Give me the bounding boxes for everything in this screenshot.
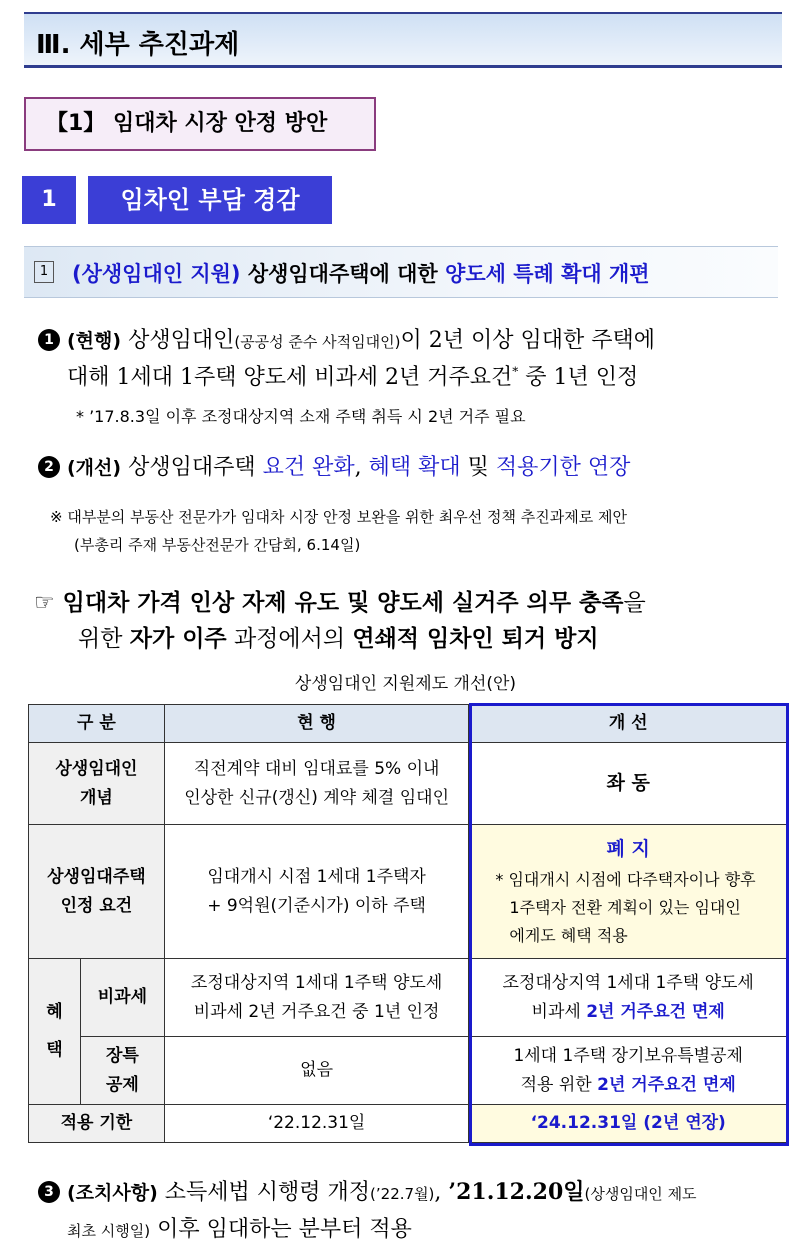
row4-current: 없음 — [164, 1037, 469, 1105]
section-header — [24, 12, 782, 68]
row4-new — [469, 1037, 788, 1105]
task-number: 1 — [22, 176, 76, 224]
row3-new-b2: 2년 거주요건 면제 — [586, 1001, 725, 1022]
point-line1 — [34, 584, 646, 617]
row5-new-b: (2년 연장) — [637, 1113, 726, 1134]
item1-line2 — [67, 360, 638, 391]
row2-label-b: 인정 요건 — [60, 895, 133, 916]
item2-sep2: 및 — [460, 455, 496, 480]
task-title: 임차인 부담 경감 — [88, 176, 332, 224]
item2-line1 — [38, 450, 630, 481]
item1-text1b: 이 2년 이상 임대한 주택에 — [400, 328, 655, 353]
table-caption: 상생임대인 지원제도 개선(안) — [294, 674, 517, 694]
topic-marker: 1 — [34, 261, 54, 283]
row5-new — [469, 1105, 788, 1143]
item2-note2: (부총리 주재 부동산전문가 간담회, 6.14일) — [74, 536, 361, 554]
row2-label — [29, 825, 165, 959]
table-row — [29, 743, 788, 825]
benefit-label — [29, 959, 81, 1105]
row2-current — [164, 825, 469, 959]
row1-label — [29, 743, 165, 825]
topic-body: 상생임대주택에 대한 — [240, 262, 446, 286]
point-line2 — [78, 620, 599, 653]
item3-line2-small: 최초 시행일) — [67, 1222, 151, 1240]
item3-bullet: 3 — [38, 1181, 60, 1203]
item1-line2-text: 대해 1세대 1주택 양도세 비과세 2년 거주요건 — [67, 365, 513, 390]
row4-new-b1: 적용 위한 — [520, 1074, 598, 1095]
row1-label-a: 상생임대인 — [55, 758, 138, 779]
topic-bar — [24, 246, 778, 298]
item1-line2-end: 중 1년 인정 — [518, 365, 639, 390]
table-row — [29, 1105, 788, 1143]
row2-current-a: 임대개시 시점 1세대 1주택자 — [207, 866, 426, 887]
item2-hl1: 요건 완화 — [262, 455, 355, 480]
row5-current: ‘22.12.31일 — [164, 1105, 469, 1143]
item2-sep1: , — [354, 455, 369, 480]
point-line2-c: 과정에서의 — [226, 626, 353, 652]
row5-new-a: ‘24.12.31일 — [530, 1113, 638, 1134]
row3-label: 비과세 — [80, 959, 164, 1037]
item2-bullet: 2 — [38, 456, 60, 478]
row2-new — [469, 825, 788, 959]
item1-note: * ’17.8.3일 이후 조정대상지역 소재 주택 취득 시 2년 거주 필요 — [76, 407, 526, 426]
row1-label-b: 개념 — [79, 787, 113, 808]
point-line2-d: 연쇄적 임차인 퇴거 방지 — [352, 625, 599, 652]
item3-line2 — [67, 1212, 412, 1243]
sub-section-title: 【1】 임대차 시장 안정 방안 — [24, 97, 376, 151]
item3-line2-text: 이후 임대하는 분부터 적용 — [150, 1217, 412, 1242]
table-row — [29, 1037, 788, 1105]
row2-new-note-c: 에게도 혜택 적용 — [509, 926, 628, 946]
benefit-label-b: 택 — [46, 1039, 63, 1060]
row3-current-b: 비과세 2년 거주요건 중 1년 인정 — [193, 1001, 440, 1022]
item1-star: * — [512, 364, 519, 379]
row3-current-a: 조정대상지역 1세대 1주택 양도세 — [190, 972, 443, 993]
table-row — [29, 959, 788, 1037]
row2-new-note-a: * 임대개시 시점에 다주택자이나 향후 — [495, 870, 756, 890]
row1-current-b: 인상한 신규(갱신) 계약 체결 임대인 — [184, 787, 449, 808]
row4-new-a: 1세대 1주택 장기보유특별공제 — [513, 1045, 743, 1066]
item3-text1-small: (’22.7월) — [370, 1185, 435, 1203]
row3-new-a: 조정대상지역 1세대 1주택 양도세 — [502, 972, 754, 993]
table-row — [29, 825, 788, 959]
item3-line1 — [38, 1175, 697, 1206]
row4-label-a: 장특 — [105, 1045, 139, 1066]
item3-sep: , — [434, 1180, 449, 1205]
item1-text1-small: (공공성 준수 사적임대인) — [234, 333, 401, 351]
item3-text1: 소득세법 시행령 개정 — [157, 1180, 371, 1205]
row2-current-b: + 9억원(기준시가) 이하 주택 — [207, 895, 426, 916]
row3-new — [469, 959, 788, 1037]
point-line1-text: 임대차 가격 인상 자제 유도 및 양도세 실거주 의무 충족 — [54, 589, 624, 616]
row2-new-title: 폐 지 — [606, 837, 650, 860]
section-title: Ⅲ. 세부 추진과제 — [36, 30, 240, 60]
point-symbol: ☞ — [34, 590, 55, 616]
row2-new-note-b: 1주택자 전환 계획이 있는 임대인 — [509, 898, 741, 918]
item1-label: (현행) — [67, 330, 122, 352]
table-header-row — [29, 705, 788, 743]
header-category: 구 분 — [29, 705, 165, 743]
point-line1-end: 을 — [623, 590, 646, 616]
topic-tag: (상생임대인 지원) — [72, 262, 241, 286]
row4-label — [80, 1037, 164, 1105]
item3-date: ’21.12.20일 — [448, 1179, 585, 1205]
item2-note1: ※ 대부분의 부동산 전문가가 임대차 시장 안정 보완을 위한 최우선 정책 추진과제로 제안 — [50, 508, 627, 526]
point-line2-a: 위한 — [78, 626, 130, 652]
row3-new-b1: 비과세 — [531, 1001, 587, 1022]
row2-label-a: 상생임대주택 — [47, 866, 146, 887]
comparison-table — [28, 704, 788, 1143]
topic-text — [72, 258, 650, 288]
header-current: 현 행 — [164, 705, 469, 743]
row4-new-b2: 2년 거주요건 면제 — [597, 1074, 736, 1095]
point-line2-b: 자가 이주 — [129, 625, 227, 652]
item2-text1: 상생임대주택 — [121, 455, 263, 480]
row3-current — [164, 959, 469, 1037]
item3-label: (조치사항) — [67, 1182, 158, 1204]
item2-hl2: 혜택 확대 — [368, 455, 461, 480]
header-new: 개 선 — [469, 705, 788, 743]
item3-text1-small2: (상생임대인 제도 — [584, 1185, 697, 1203]
row1-current-a: 직전계약 대비 임대료를 5% 이내 — [193, 758, 440, 779]
item1-bullet: 1 — [38, 329, 60, 351]
row5-label: 적용 기한 — [29, 1105, 165, 1143]
item2-label: (개선) — [67, 457, 122, 479]
topic-highlight: 양도세 특례 확대 개편 — [445, 262, 650, 286]
row1-current — [164, 743, 469, 825]
benefit-label-a: 혜 — [46, 1002, 63, 1023]
item1-line1 — [38, 323, 655, 354]
item1-text1: 상생임대인 — [121, 328, 235, 353]
item2-hl3: 적용기한 연장 — [495, 455, 631, 480]
row4-label-b: 공제 — [105, 1074, 139, 1095]
row1-new: 좌 동 — [469, 743, 788, 825]
